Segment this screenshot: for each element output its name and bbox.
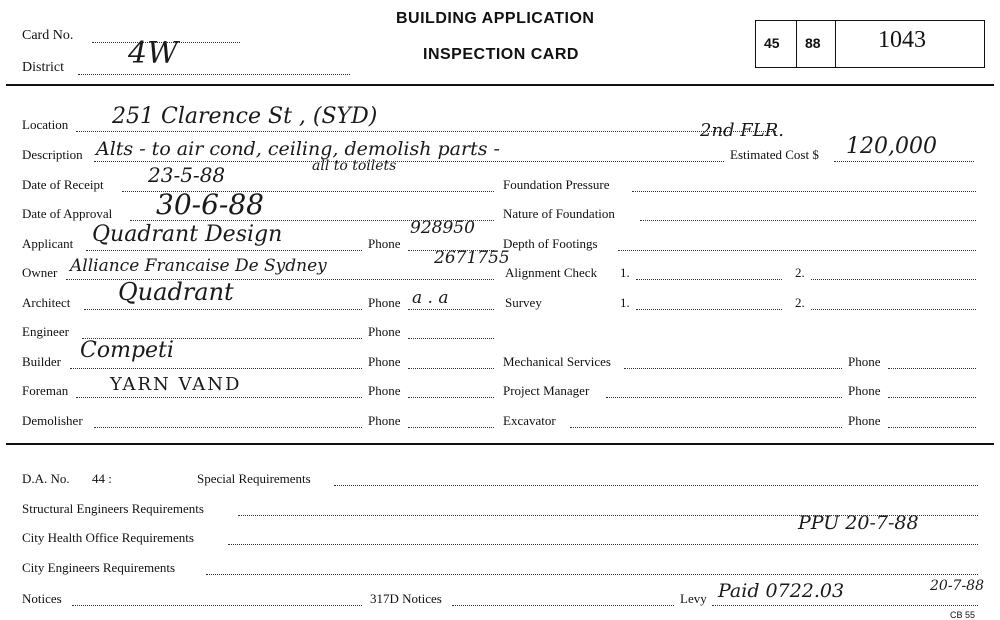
title-line-1: BUILDING APPLICATION — [396, 10, 595, 27]
builder-label: Builder — [22, 354, 61, 369]
approval-label: Date of Approval — [22, 206, 113, 221]
depth-footings-label: Depth of Footings — [503, 236, 598, 251]
pm-label: Project Manager — [503, 383, 590, 398]
alignment-num-1: 1. — [620, 265, 630, 280]
nature-foundation-line — [640, 220, 976, 221]
da-label: D.A. No. — [22, 471, 70, 486]
card-number-box — [755, 20, 985, 68]
pm-phone-label: Phone — [848, 383, 881, 398]
title-line-2: INSPECTION CARD — [423, 46, 579, 63]
form-code: CB 55 — [950, 610, 976, 620]
foreman-label: Foreman — [22, 383, 69, 398]
owner-value: Alliance Francaise De Sydney — [70, 256, 327, 276]
applicant-label: Applicant — [22, 236, 74, 251]
survey-line-2 — [811, 309, 976, 310]
estimated-cost-line — [834, 161, 974, 162]
foreman-value: YARN VAND — [110, 374, 242, 395]
district-line — [78, 74, 350, 75]
builder-value: Competi — [80, 338, 174, 363]
section-divider — [6, 443, 994, 445]
floor-note: 2nd FLR. — [700, 120, 785, 141]
demolisher-phone-label: Phone — [368, 413, 401, 428]
alignment-label: Alignment Check — [505, 265, 598, 280]
nature-foundation-label: Nature of Foundation — [503, 206, 615, 221]
builder-phone-line — [408, 368, 494, 369]
foreman-line — [76, 397, 362, 398]
applicant-phone: 928950 — [410, 218, 475, 238]
health-line — [228, 544, 978, 545]
alignment-line-2 — [811, 279, 976, 280]
alignment-num-2: 2. — [795, 265, 805, 280]
header-divider — [6, 84, 994, 86]
excavator-phone-label: Phone — [848, 413, 881, 428]
receipt-value: 23-5-88 — [148, 163, 226, 187]
owner-label: Owner — [22, 265, 58, 280]
mech-phone-label: Phone — [848, 354, 881, 369]
depth-footings-line — [618, 250, 976, 251]
da-value: 44 : — [92, 471, 112, 486]
owner-phone: 2671755 — [434, 248, 510, 268]
district-label: District — [22, 60, 64, 75]
pm-line — [606, 397, 842, 398]
architect-line — [84, 309, 362, 310]
pm-phone-line — [888, 397, 976, 398]
applicant-phone-label: Phone — [368, 236, 401, 251]
estimated-cost-value: 120,000 — [846, 134, 937, 159]
applicant-line — [86, 250, 362, 251]
notices317-label: 317D Notices — [370, 591, 442, 606]
location-label: Location — [22, 117, 69, 132]
levy-label: Levy — [680, 591, 707, 606]
architect-phone-label: Phone — [368, 295, 401, 310]
excavator-line — [570, 427, 842, 428]
receipt-label: Date of Receipt — [22, 177, 104, 192]
alignment-line-1 — [636, 279, 782, 280]
excavator-label: Excavator — [503, 413, 556, 428]
architect-label: Architect — [22, 295, 71, 310]
box-a-cell — [756, 21, 797, 67]
survey-num-2: 2. — [795, 295, 805, 310]
notices-label: Notices — [22, 591, 62, 606]
approval-value: 30-6-88 — [156, 188, 264, 221]
description-value: Alts - to air cond, ceiling, demolish parts - — [96, 138, 500, 160]
mech-phone-line — [888, 368, 976, 369]
mech-label: Mechanical Services — [503, 354, 611, 369]
mech-line — [624, 368, 842, 369]
architect-phone-line — [408, 309, 494, 310]
survey-label: Survey — [505, 295, 542, 310]
location-value: 251 Clarence St , (SYD) — [112, 104, 378, 129]
box-number: 1043 — [878, 27, 926, 53]
special-label: Special Requirements — [197, 471, 311, 486]
box-b-value: 88 — [805, 35, 821, 51]
foreman-phone-label: Phone — [368, 383, 401, 398]
engineer-label: Engineer — [22, 324, 69, 339]
engineers-label: City Engineers Requirements — [22, 560, 176, 575]
estimated-cost-label: Estimated Cost $ — [730, 147, 819, 162]
applicant-value: Quadrant Design — [92, 222, 283, 247]
levy-value: Paid 0722.03 — [718, 580, 845, 602]
survey-num-1: 1. — [620, 295, 630, 310]
excavator-phone-line — [888, 427, 976, 428]
foundation-pressure-line — [632, 191, 976, 192]
levy-line — [712, 605, 978, 606]
architect-value: Quadrant — [118, 278, 234, 306]
levy-date: 20-7-88 — [930, 578, 984, 594]
demolisher-label: Demolisher — [22, 413, 83, 428]
demolisher-phone-line — [408, 427, 494, 428]
survey-line-1 — [636, 309, 782, 310]
description-label: Description — [22, 147, 83, 162]
structural-label: Structural Engineers Requirements — [22, 501, 204, 516]
special-line — [334, 485, 978, 486]
builder-phone-label: Phone — [368, 354, 401, 369]
health-label: City Health Office Requirements — [22, 530, 194, 545]
health-value: PPU 20-7-88 — [798, 512, 919, 534]
notices317-line — [452, 605, 674, 606]
foreman-phone-line — [408, 397, 494, 398]
builder-line — [70, 368, 362, 369]
description-note: all to toilets — [312, 158, 397, 174]
box-b-cell — [797, 21, 836, 67]
demolisher-line — [94, 427, 362, 428]
engineers-line — [206, 574, 978, 575]
foundation-pressure-label: Foundation Pressure — [503, 177, 610, 192]
description-line — [94, 161, 724, 162]
notices-line — [72, 605, 362, 606]
engineer-phone-label: Phone — [368, 324, 401, 339]
box-a-value: 45 — [764, 35, 780, 51]
district-value: 4W — [128, 36, 178, 71]
card-no-label: Card No. — [22, 28, 74, 43]
location-line — [76, 131, 776, 132]
engineer-phone-line — [408, 338, 494, 339]
architect-phone: a . a — [412, 288, 449, 308]
